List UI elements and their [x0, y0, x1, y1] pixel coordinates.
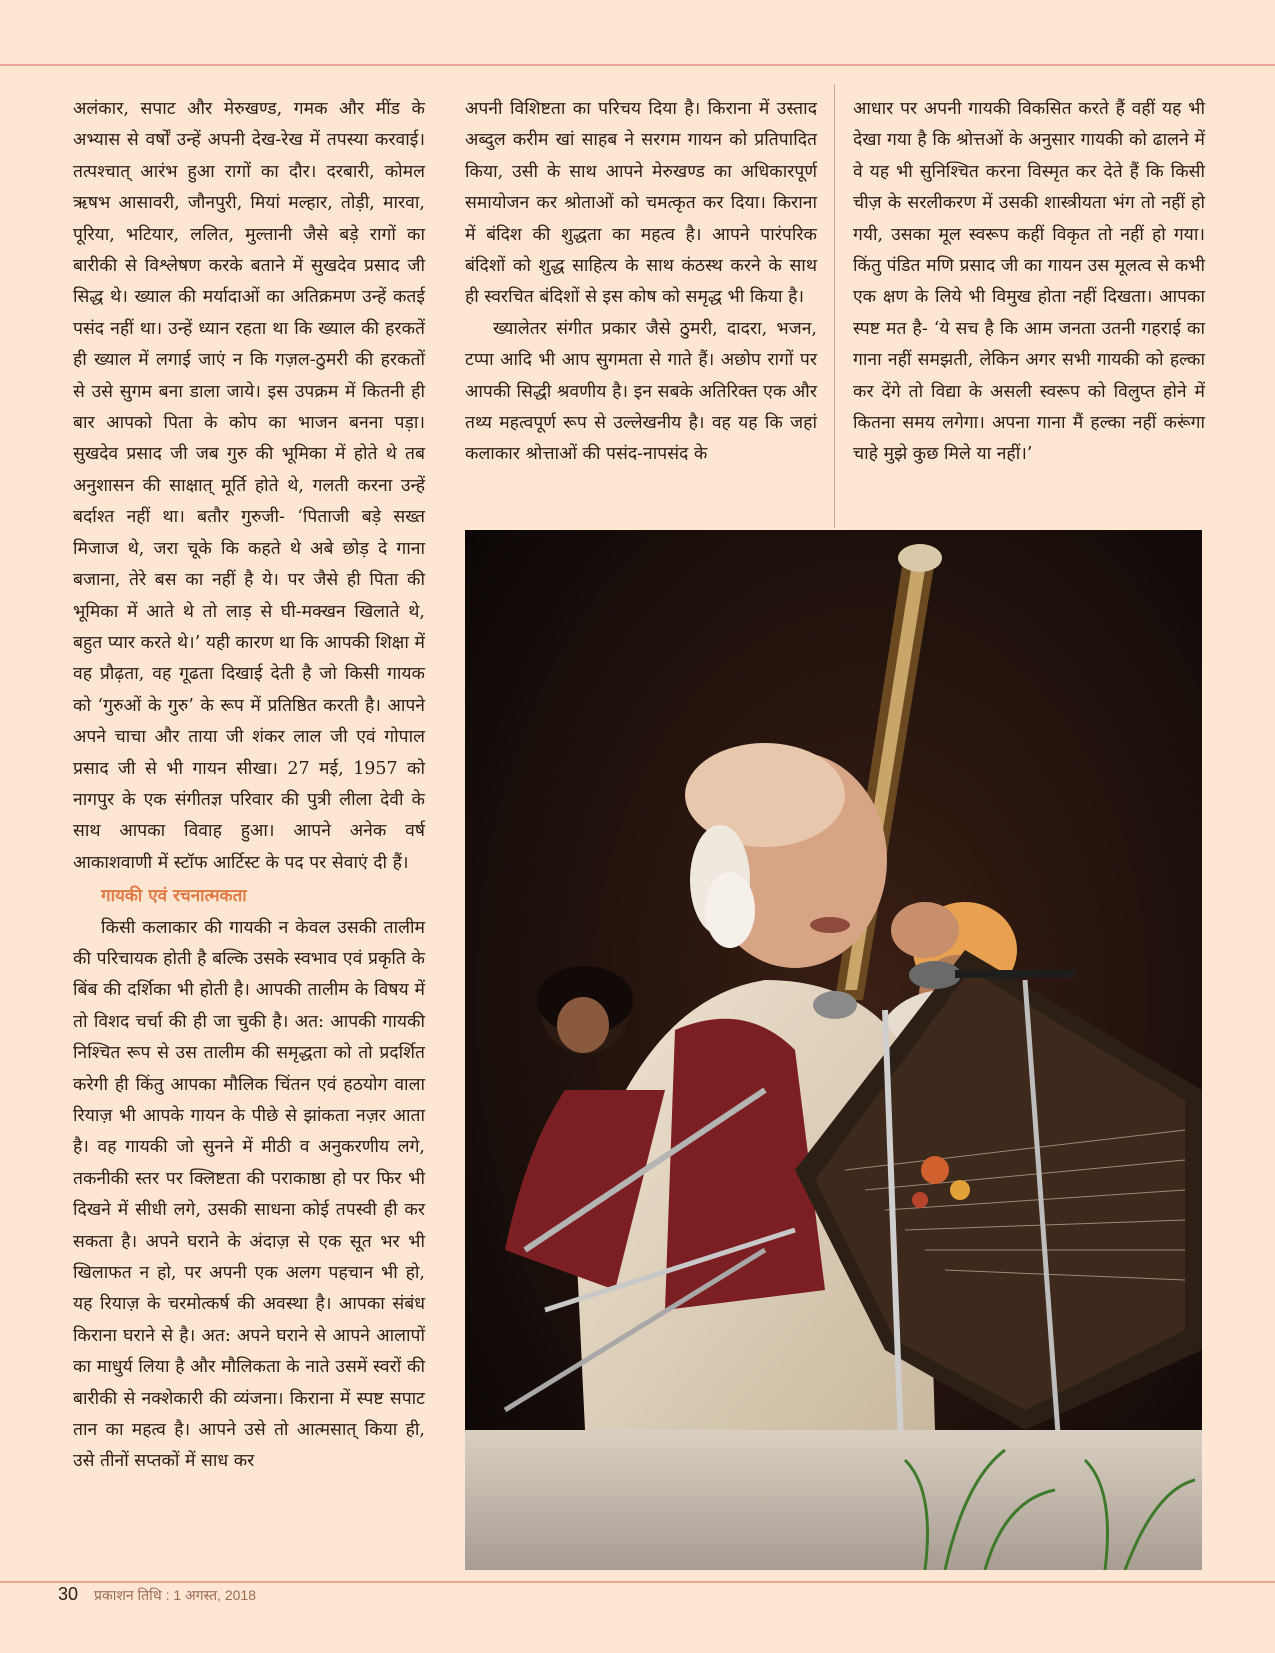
- page-number: 30: [58, 1584, 79, 1604]
- header-rule: [0, 64, 1275, 66]
- paragraph: अपनी विशिष्टता का परिचय दिया है। किराना में उस्ताद अब्दुल करीम खां साहब ने सरगम गायन को प्रतिपादित किया, उसी के साथ आपने मेरुखण्ड का अधिकारपूर्ण समायोजन कर श्रोताओं को चमत्कृत कर दिया। किराना में बंदिश की शुद्धता का महत्व है। आपने पारंपरिक बंदिशों को शुद्ध साहित्य के साथ कंठस्थ करने के साथ ही स्वरचित बंदिशों से इस कोष को समृद्ध भी किया है।: [465, 99, 817, 308]
- paragraph: किसी कलाकार की गायकी न केवल उसकी तालीम की परिचायक होती है बल्कि उसके स्वभाव एवं प्रकृति के बिंब की दर्शिका भी होती है। आपकी तालीम के विषय में तो विशद चर्चा की ही जा चुकी है। अत: आपकी गायकी निश्चित रूप से उस तालीम की समृद्धता को तो प्रदर्शित करेगी ही किंतु आपका मौलिक चिंतन एवं हठयोग वाला रियाज़ भी आपके गायन के पीछे से झांकता नज़र आता है। वह गायकी जो सुनने में मीठी व अनुकरणीय लगे, तकनीकी स्तर पर क्लिष्टता की पराकाष्ठा हो पर फिर भी दिखने में सीधी लगे, उसकी साधना कोई तपस्वी ही कर सकता है। अपने घराने के अंदाज़ से एक सूत भर भी खिलाफत न हो, पर अपनी एक अलग पहचान भी हो, यह रियाज़ के चरमोत्कर्ष की अवस्था है। आपका संबंध किराना घराने से है। अत: अपने घराने से आपने आलापों का माधुर्य लिया है और मौलिकता के नाते उसमें स्वरों की बारीकी से नक्शेकारी की व्यंजना। किराना में स्पष्ट सपाट तान का महत्व है। आपने उसे तो आत्मसात् किया ही, उसे तीनों सप्तकों में साध कर: [73, 917, 425, 1472]
- performer-photo: [465, 530, 1202, 1570]
- section-subheading: गायकी एवं रचनात्मकता: [101, 886, 247, 907]
- paragraph: आधार पर अपनी गायकी विकसित करते हैं वहीं यह भी देखा गया है कि श्रोत्तओं के अनुसार गायकी को ढालने में वे यह भी सुनिश्चित करना विस्मृत कर देते हैं कि किसी चीज़ के सरलीकरण में उसकी शास्त्रीयता भंग तो नहीं हो गयी, उसका मूल स्वरूप कहीं विकृत तो नहीं हो गया। किंतु पंडित मणि प्रसाद जी का गायन उस मूलत्व से कभी एक क्षण के लिये भी विमुख होता नहीं दिखता। आपका स्पष्ट मत है- ‘ये सच है कि आम जनता उतनी गहराई का गाना नहीं समझती, लेकिन अगर सभी गायकी को हल्का कर देंगे तो विद्या के असली स्वरूप को विलुप्त होने में कितना समय लगेगा। अपना गाना मैं हल्का नहीं करूंगा चाहे मुझे कुछ मिले या नहीं।’: [853, 99, 1205, 465]
- paragraph: ख्यालेतर संगीत प्रकार जैसे ठुमरी, दादरा, भजन, टप्पा आदि भी आप सुगमता से गाते हैं। अछोप रागों पर आपकी सिद्धी श्रवणीय है। इन सबके अतिरिक्त एक और तथ्य महत्वपूर्ण रूप से उल्लेखनीय है। वह यह कि जहां कलाकार श्रोत्ताओं की पसंद-नापसंद के: [465, 318, 817, 465]
- footer-rule: [0, 1581, 1275, 1583]
- publication-date: प्रकाशन तिथि : 1 अगस्त, 2018: [94, 1587, 256, 1603]
- column-divider: [834, 84, 835, 528]
- article-column-2: [465, 94, 817, 471]
- paragraph: अलंकार, सपाट और मेरुखण्ड, गमक और मींड के अभ्यास से वर्षों उन्हें अपनी देख-रेख में तपस्या करवाई। तत्पश्चात् आरंभ हुआ रागों का दौर। दरबारी, कोमल ऋषभ आसावरी, जौनपुरी, मियां मल्हार, तोड़ी, मारवा, पूरिया, भटियार, ललित, मुल्तानी जैसे बड़े रागों का बारीकी से विश्लेषण करके बताने में सुखदेव प्रसाद जी सिद्ध थे। ख्याल की मर्यादाओं का अतिक्रमण उन्हें कतई पसंद नहीं था। उन्हें ध्यान रहता था कि ख्याल की हरकतें ही ख्याल में लगाई जाएं न कि गज़ल-ठुमरी की हरकतों से उसे सुगम बना डाला जाये। इस उपक्रम में कितनी ही बार आपको पिता के कोप का भाजन बनना पड़ा। सुखदेव प्रसाद जी जब गुरु की भूमिका में होते थे तब अनुशासन की साक्षात् मूर्ति होते थे, गलती करना उन्हें बर्दाश्त नहीं था। बतौर गुरुजी- ‘पिताजी बड़े सख्त मिजाज थे, जरा चूके कि कहते थे अबे छोड़ दे गाना बजाना, तेरे बस का नहीं है ये। पर जैसे ही पिता की भूमिका में आते थे तो लाड़ से घी-मक्खन खिलाते थे, बहुत प्यार करते थे।’ यही कारण था कि आपकी शिक्षा में वह प्रौढ़ता, वह गूढता दिखाई देती है जो किसी गायक को ‘गुरुओं के गुरु’ के रूप में प्रतिष्ठित करती है। आपने अपने चाचा और ताया जी शंकर लाल जी एवं गोपाल प्रसाद जी से भी गायन सीखा। 27 मई, 1957 को नागपुर के एक संगीतज्ञ परिवार की पुत्री लीला देवी के साथ आपका विवाह हुआ। आपने अनेक वर्ष आकाशवाणी में स्टॉफ आर्टिस्ट के पद पर सेवाएं दी हैं।: [73, 99, 425, 873]
- article-column-1: [73, 94, 425, 1478]
- article-column-3: [853, 94, 1205, 471]
